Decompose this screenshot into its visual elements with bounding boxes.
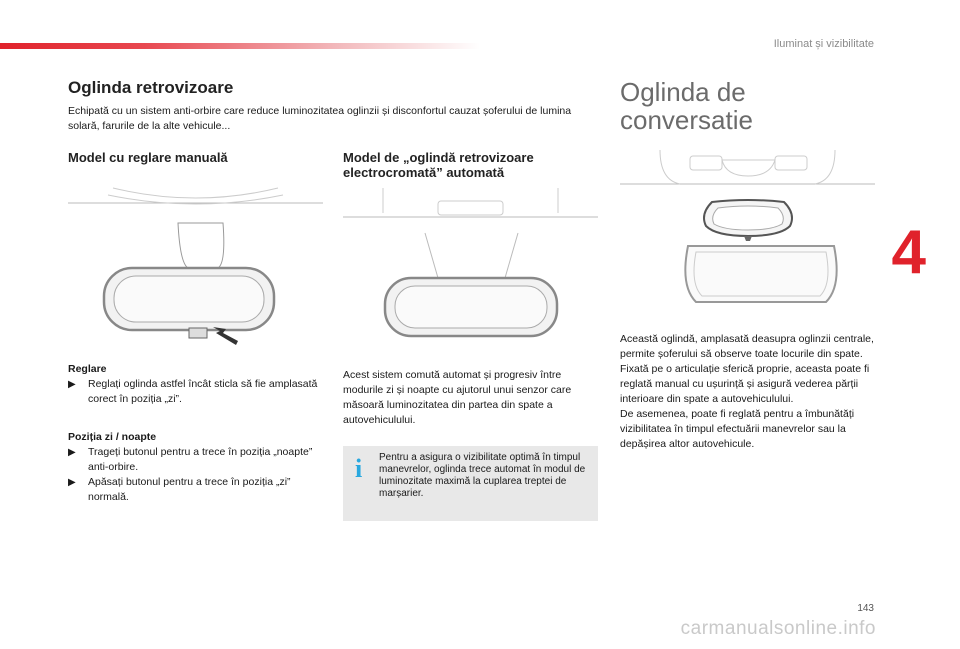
info-text: Pentru a asigura o vizibilitate optimă în timpul manevrelor, oglinda trece automat în modul de luminozitate maximă la cuplarea treptei de marșarier. xyxy=(379,452,586,499)
header-accent-bar xyxy=(0,43,480,49)
day-night-section xyxy=(68,430,318,505)
auto-description: Acest sistem comută automat și progresiv între modurile zi și noapte cu ajutorul unui senzor care măsoară luminozitatea din partea din spate a autovehiculului. xyxy=(343,369,572,426)
conversation-mirror-text: Această oglindă, amplasată deasupra oglinzii centrale, permite șoferului să observe toate locurile din spate. Fixată pe o articulație sferică proprie, aceasta poate fi reglată manual cu ușurință și asigură vederea părții interioare din spate a autovehiculului. De asemenea, poate fi reglată pentru a îmbunătăți vizibilitatea în timpul efectuării manevrelor sau la depășirea altor autovehicule. xyxy=(620,333,874,450)
chapter-number: 4 xyxy=(891,218,926,287)
conversation-mirror-illustration xyxy=(620,146,875,311)
page-number: 143 xyxy=(857,603,874,614)
info-box xyxy=(343,446,598,521)
day-night-label: Poziția zi / noapte xyxy=(68,431,157,443)
list-item: ▶ Trageți butonul pentru a trece în poziția „noapte” anti-orbire. xyxy=(68,446,313,473)
adjustment-section xyxy=(68,362,318,407)
electrochromic-mirror-illustration xyxy=(343,183,598,343)
intro-text: Echipată cu un sistem anti-orbire care reduce luminozitatea oglinzii și disconfortul cauzat șoferului de lumina solară, farurile de la alte vehicule... xyxy=(68,105,572,132)
manual-model-heading: Model cu reglare manuală xyxy=(68,150,228,165)
bullet-arrow-icon: ▶ xyxy=(68,447,76,458)
conversation-mirror-title: Oglinda de conversatie xyxy=(620,77,753,135)
section-title: Iluminat și vizibilitate xyxy=(773,38,874,50)
rearview-mirror-heading: Oglinda retrovizoare xyxy=(68,78,234,97)
manual-mirror-illustration xyxy=(68,183,323,353)
bullet-arrow-icon: ▶ xyxy=(68,379,76,390)
auto-model-heading: Model de „oglindă retrovizoare electrocromată” automată xyxy=(343,150,534,180)
info-icon: i xyxy=(355,454,363,483)
adjustment-label: Reglare xyxy=(68,363,107,375)
list-item: ▶ Reglați oglinda astfel încât sticla să fie amplasată corect în poziția „zi”. xyxy=(68,378,318,405)
list-item: ▶ Apăsați butonul pentru a trece în poziția „zi” normală. xyxy=(68,476,291,503)
watermark: carmanualsonline.info xyxy=(680,618,876,639)
bullet-arrow-icon: ▶ xyxy=(68,477,76,488)
